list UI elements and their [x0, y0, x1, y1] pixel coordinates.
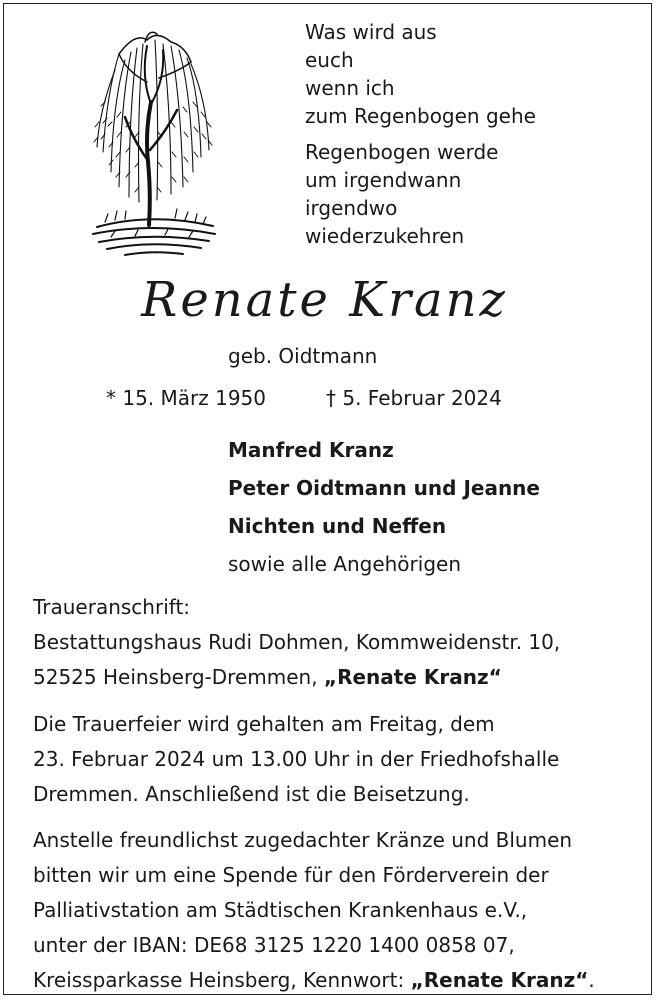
donation-line: Palliativstation am Städtischen Krankenhaus e.V.,: [33, 898, 528, 922]
poem-stanza-1: [305, 18, 536, 130]
birth-date: * 15. März 1950: [106, 386, 267, 410]
ceremony-info: [33, 707, 559, 812]
poem: [305, 18, 536, 258]
weeping-willow-icon: [85, 22, 220, 260]
poem-line: um irgendwann: [305, 168, 462, 192]
poem-line: wiederzukehren: [305, 224, 465, 248]
poem-line: Regenbogen werde: [305, 140, 499, 164]
mourner-name: Peter Oidtmann und Jeanne: [228, 476, 540, 500]
poem-line: euch: [305, 48, 354, 72]
mourner-name: Manfred Kranz: [228, 438, 394, 462]
deceased-name: Renate Kranz: [141, 272, 508, 328]
relatives-line: sowie alle Angehörigen: [228, 552, 461, 576]
address-reference: „Renate Kranz“: [323, 665, 502, 689]
death-date: † 5. Februar 2024: [326, 386, 502, 410]
poem-line: zum Regenbogen gehe: [305, 104, 536, 128]
address-label: Traueranschrift:: [33, 595, 191, 619]
address-line: [33, 660, 560, 695]
poem-line: Was wird aus: [305, 20, 437, 44]
address-city: 52525 Heinsberg-Dremmen,: [33, 665, 324, 689]
mourners-list: [228, 431, 540, 583]
donation-end: .: [588, 968, 595, 992]
bank-name: Kreissparkasse Heinsberg, Kennwort:: [33, 968, 411, 992]
ceremony-line: Dremmen. Anschließend ist die Beisetzung.: [33, 782, 470, 806]
mourning-address: [33, 590, 560, 695]
ceremony-line: 23. Februar 2024 um 13.00 Uhr in der Friedhofshalle: [33, 747, 560, 771]
poem-stanza-2: [305, 138, 536, 250]
mourner-name: Nichten und Neffen: [228, 514, 447, 538]
born-name: geb. Oidtmann: [228, 344, 378, 368]
donation-line: unter der IBAN: DE68 3125 1220 1400 0858 07,: [33, 933, 515, 957]
address-line: Bestattungshaus Rudi Dohmen, Kommweidenstr. 10,: [33, 630, 561, 654]
donation-info: [33, 823, 595, 998]
donation-line: [33, 963, 595, 998]
donation-line: Anstelle freundlichst zugedachter Kränze und Blumen: [33, 828, 573, 852]
poem-line: irgendwo: [305, 196, 398, 220]
poem-line: wenn ich: [305, 76, 395, 100]
donation-line: bitten wir um eine Spende für den Förderverein der: [33, 863, 549, 887]
ceremony-line: Die Trauerfeier wird gehalten am Freitag, dem: [33, 712, 495, 736]
donation-reference: „Renate Kranz“: [410, 968, 589, 992]
